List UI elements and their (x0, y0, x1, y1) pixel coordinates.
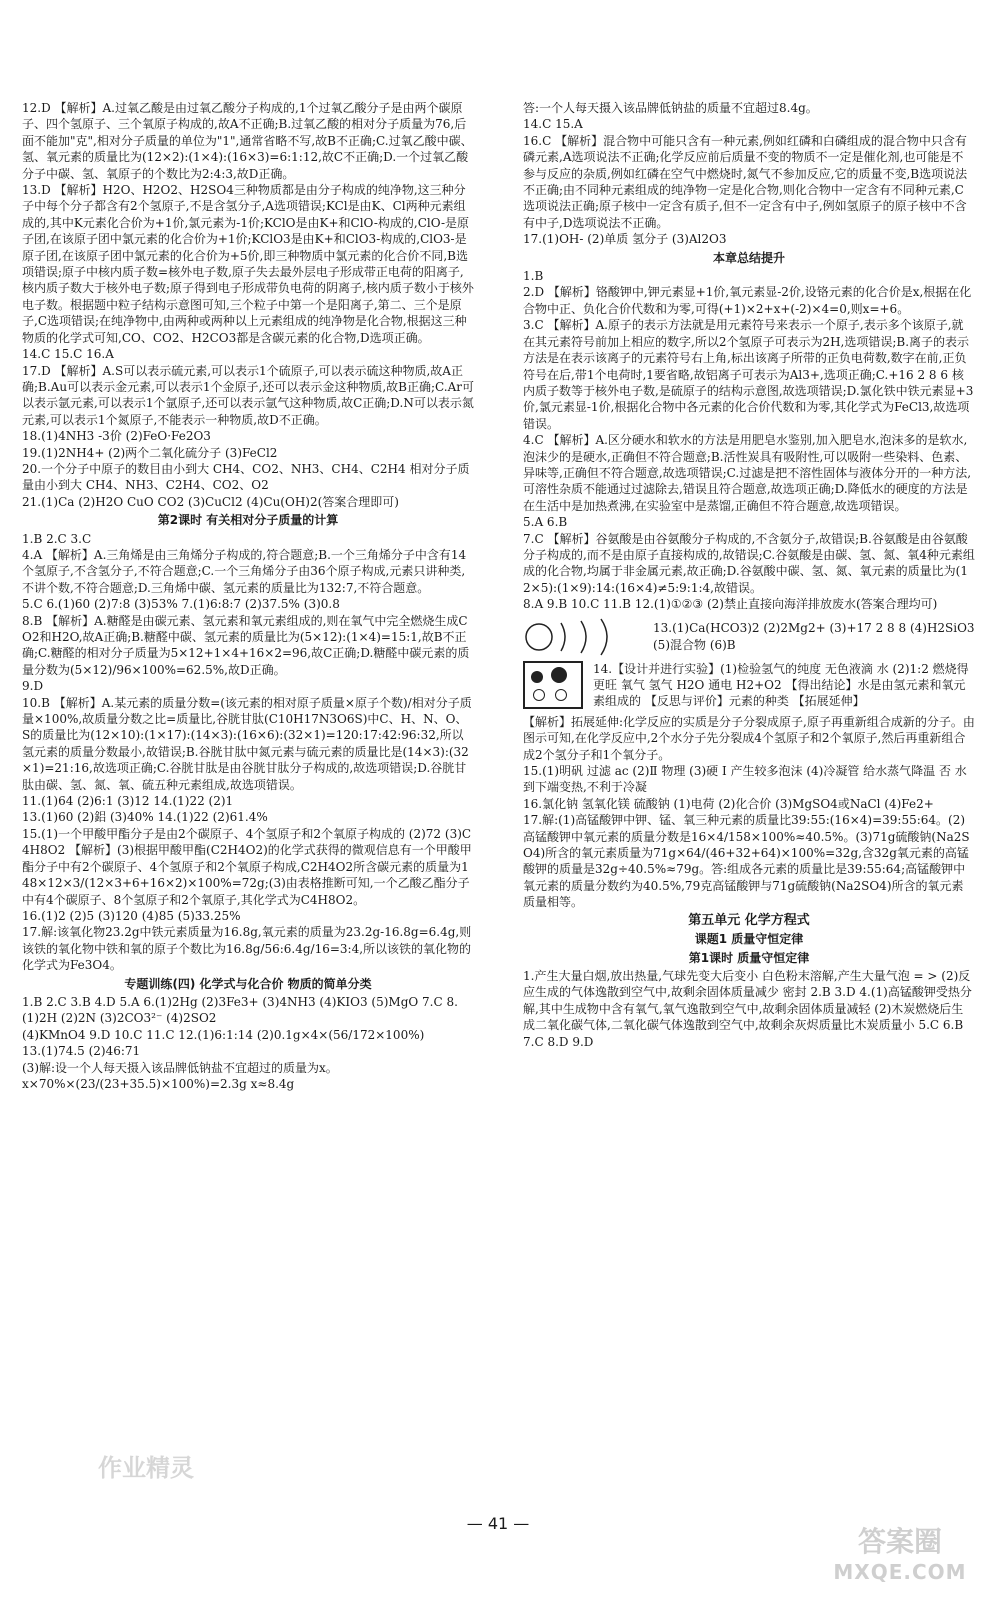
answer-item: 20.一个分子中原子的数目由小到大 CH4、CO2、NH3、CH4、C2H4 相对分子质量由小到大 CH4、NH3、C2H4、CO2、O2 (22, 461, 470, 493)
answer-item: 17.解:该氧化物23.2g中铁元素质量为16.8g,氧元素的质量为23.2g-16.8g=6.4g,则该铁的氧化物中铁和氧的原子个数比为16.8g/56:6.4g/16=3:4,所以该铁的氧化物的化学式为Fe3O4。 (22, 925, 472, 973)
answer-item: (3)解:设一个人每天摄入该品牌低钠盐不宜超过的质量为x。 (22, 1060, 338, 1075)
molecule-diagram-figure (523, 661, 975, 710)
answer-item: 1.产生大量白烟,放出热量,气球先变大后变小 白色粉末溶解,产生大量气泡 = > (2)反应生成的气体逸散到空气中,故剩余固体质量减少 密封 2.B 3.D 4.(1)高锰酸钾受热分解,其中生成物中含有氧气,氧气逸散到空气中,故剩余固体质量减轻 (2)木炭燃烧后生成二氧化碳气体,二氧化碳气体逸散到空气中,故剩余灰烬质量比木炭质量小 5.C 6.B 7.C 8.D 9.D (523, 968, 972, 1049)
answer-item: 1.B 2.C 3.B 4.D 5.A 6.(1)2Hg (2)3Fe3+ (3)4NH3 (4)KIO3 (5)MgO 7.C 8.(1)2H (2)2N (3)2CO3²⁻ (4)2SO2 (22, 994, 458, 1026)
left-column (22, 100, 474, 1092)
answer-item: 7.C 【解析】谷氨酸是由谷氨酸分子构成的,不含氨分子,故错误;B.谷氨酸是由谷氨酸分子构成的,而不是由原子直接构成的,故错误;C.谷氨酸是由碳、氢、氮、氧4种元素组成的化合物,均属于非金属元素,故正确;D.谷氨酸中碳、氢、氮、氧元素的质量比为(12×5):(1×9):14:(16×4)≠5:9:1:4,故错误。 (523, 531, 975, 595)
answer-item: 5.C 6.(1)60 (2)7:8 (3)53% 7.(1)6:8:7 (2)37.5% (3)0.8 (22, 597, 340, 612)
page-number: — 41 — (466, 1514, 530, 1533)
answer-item: 4.A 【解析】A.三角烯是由三角烯分子构成的,符合题意;B.一个三角烯分子中含有14个氢原子,不含氢分子,不符合题意;C.一个三角烯分子由36个原子构成,元素只讲种类,不讲个数,不符合题意;D.三角烯中碳、氢元素的质量比为132:7,不符合题意。 (22, 547, 467, 595)
answer-item: 19.(1)2NH4+ (2)两个二氧化硫分子 (3)FeCl2 (22, 445, 278, 460)
answer-item: 13.D 【解析】H2O、H2O2、H2SO4三种物质都是由分子构成的纯净物,这三种分子中每个分子都含有2个氢原子,不是含氢分子,A选项错误;KCl是由K、Cl两种元素组成的,其中K元素化合价为+1价,氯元素为-1价;KClO是由K+和ClO-构成的,ClO-是原子团,在该原子团中氯元素的化合价为+1价;KClO3是由K+和ClO3-构成的,ClO3-是原子团,在该原子团中氯元素的化合价为+5价,即三种物质中氯元素的化合价不同,B选项错误;原子中核内质子数=核外电子数,原子失去最外层电子形成带正电荷的阳离子,核内质子数大于核外电子数;原子得到电子形成带负电荷的阴离子,核内质子数小于核外电子数。根据题中粒子结构示意图可知,三个粒子中第一个是阳离子,第二、三个是原子,C选项错误;在纯净物中,由两种或两种以上元素组成的纯净物是化合物,根据这三种物质的化学式可知,CO、CO2、H2CO3都是含碳元素的化合物,D选项正确。 (22, 183, 474, 345)
answer-item: 8.B 【解析】A.糖醛是由碳元素、氢元素和氧元素组成的,则在氧气中完全燃烧生成CO2和H2O,故A正确;B.糖醛中碳、氢元素的质量比为(5×12):(1×4)=15:1,故B不正确;C.糖醛的相对分子质量为5×12+1×4+16×2=96,故C正确;D.糖醛中碳元素的质量分数为(5×12)/96×100%=62.5%,故D正确。 (22, 613, 470, 677)
answer-item: 13.(1)74.5 (2)46:71 (22, 1044, 141, 1059)
answer-item: 答:一个人每天摄入该品牌低钠盐的质量不宜超过8.4g。 (523, 101, 818, 115)
section-heading: 专题训练(四) 化学式与化合价 物质的简单分类 (124, 976, 372, 991)
answer-item: 14.【设计并进行实验】(1)检验氢气的纯度 无色液滴 水 (2)1:2 燃烧得更旺 氧气 氢气 H2O 通电 H2+O2 【得出结论】水是由氢元素和氧元素组成的 【反思与评价】元素的种类 【拓展延伸】 (593, 661, 969, 709)
answer-item: 18.(1)4NH3 -3价 (2)FeO·Fe2O3 (22, 429, 211, 444)
answer-item: (4)KMnO4 9.D 10.C 11.C 12.(1)6:1:14 (2)0.1g×4×(56/172×100%) (22, 1027, 425, 1042)
section-heading: 本章总结提升 (712, 250, 785, 265)
section-heading: 第2课时 有关相对分子质量的计算 (157, 513, 339, 528)
site-watermark-title: 答案圈 (857, 1525, 942, 1558)
watermark-logo: 作业精灵 (98, 1454, 194, 1482)
lesson-heading: 课题1 质量守恒定律 (694, 932, 804, 947)
answer-item: 【解析】拓展延伸:化学反应的实质是分子分裂成原子,原子再重新组合成新的分子。由图示可知,在化学反应中,2个水分子先分裂成4个氢原子和2个氧原子,然后再重新组合成2个氢分子和1个氧分子。 (523, 714, 975, 762)
molecule-diagram-icon (523, 661, 583, 709)
site-watermark-url: MXQE.COM (833, 1560, 967, 1584)
answer-item: 12.D 【解析】A.过氧乙酸是由过氧乙酸分子构成的,1个过氧乙酸分子是由两个碳原子、四个氢原子、三个氧原子构成的,故A不正确;B.过氧乙酸的相对分子质量为76,后面不能加"克",相对分子质量的单位为"1",通常省略不写,故B不正确;C.过氧乙酸中碳、氢、氧元素的质量比为(12×2):(1×4):(16×3)=6:1:12,故C不正确;D.一个过氧乙酸分子中碳、氢、氧原子的个数比为2:4:3,故D正确。 (22, 101, 473, 181)
unit-heading: 第五单元 化学方程式 (688, 912, 810, 928)
answer-item: 15.(1)一个甲酸甲酯分子是由2个碳原子、4个氢原子和2个氧原子构成的 (2)72 (3)C4H8O2 【解析】(3)根据甲酸甲酯(C2H4O2)的化学式获得的微观信息有一个甲酸甲酯分子中有2个碳原子、4个氢原子和2个氧原子构成,C2H4O2所含碳元素的质量为148×12×3/(12×3+6+16×2)×100%=72g;(3)由表格推断可知,一个乙酸乙酯分子中有4个碳原子、8个氢原子和2个氧原子,其化学式为C4H8O2。 (22, 826, 472, 907)
answer-item: 14.C 15.C 16.A (22, 347, 114, 362)
answer-item: 4.C 【解析】A.区分硬水和软水的方法是用肥皂水鉴别,加入肥皂水,泡沫多的是软水,泡沫少的是硬水,正确但不符合题意;B.活性炭具有吸附性,可以吸附一些染料、色素、异味等,正确但不符合题意,故选项错误;C.过滤是把不溶性固体与液体分开的一种方法,可溶性杂质不能通过过滤除去,错误且符合题意,故选项正确;D.降低水的硬度的方法是在生活中是加热煮沸,在实验室中是蒸馏,正确但不符合题意,故选项错误。 (523, 433, 972, 513)
answer-item: 15.(1)明矾 过滤 ac (2)Ⅱ 物理 (3)硬 Ⅰ 产生较多泡沫 (4)冷凝管 给水蒸气降温 否 水到下端变热,不利于冷凝 (523, 764, 967, 795)
answer-item: 17.(1)OH- (2)单质 氢分子 (3)Al2O3 (523, 232, 727, 247)
answer-item: 8.A 9.B 10.C 11.B 12.(1)①②③ (2)禁止直接向海洋排放废水(答案合理均可) (523, 597, 938, 612)
answer-item: 1.B 2.C 3.C (22, 531, 92, 546)
answer-item: 10.B 【解析】A.某元素的质量分数=(该元素的相对原子质量×原子个数)/相对分子质量×100%,故质量分数之比=质量比,谷胱甘肽(C10H17N3O6S)中C、H、N、O、S的质量比为(12×10):(1×17):(14×3):(16×6):(32×1)=120:17:42:96:32,所以氢元素的质量分数最小,故错误;B.谷胱甘肽中氮元素与硫元素的质量比是(14×3):(32×1)=21:16,故选项正确;C.谷胱甘肽是由谷胱甘肽分子构成的,故选项错误;D.谷胱甘肽由碳、氢、氮、氧、硫五种元素组成,故选项错误。 (22, 695, 472, 792)
answer-item: 3.C 【解析】A.原子的表示方法就是用元素符号来表示一个原子,表示多个该原子,就在其元素符号前加上相应的数字,所以2个氢原子可表示为2H,选项错误;B.离子的表示方法是在表示该离子的元素符号右上角,标出该离子所带的正负电荷数,数字在前,正负符号在后,带1个电荷时,1要省略,故铝离子可表示为Al3+,选项正确;C.+16 2 8 6 核内质子数等于核外电子数,是硫原子的结构示意图,故选项错误;D.氯化铁中铁元素显+3价,氯元素显-1价,根据化合物中各元素的化合价代数和为零,其化学式为FeCl3,故选项错误。 (523, 318, 974, 431)
answer-item: 21.(1)Ca (2)H2O CuO CO2 (3)CuCl2 (4)Cu(OH)2(答案合理即可) (22, 494, 399, 509)
answer-item: 16.C 【解析】混合物中可能只含有一种元素,例如红磷和白磷组成的混合物中只含有磷元素,A选项说法不正确;化学反应前后质量不变的物质不一定是催化剂,也可能是不参与反应的杂质,例如红磷在空气中燃烧时,氮气不参加反应,它的质量不变,B选项说法不正确;由不同种元素组成的纯净物一定是化合物,则化合物中一定含有不同种元素,C选项说法正确;原子核中一定含有质子,但不一定含有中子,例如氢原子的原子核中不含有中子,D选项说法不正确。 (523, 133, 968, 230)
answer-item: 13.(1)60 (2)鋁 (3)40% 14.(1)22 (2)61.4% (22, 810, 268, 825)
answer-item: 1.B (523, 269, 544, 284)
answer-item: 9.D (22, 679, 44, 694)
atom-structure-figure (523, 617, 975, 657)
answer-item: x×70%×(23/(23+35.5)×100%)=2.3g x≈8.4g (22, 1076, 295, 1091)
answer-item: 2.D 【解析】铬酸钾中,钾元素显+1价,氧元素显-2价,设铬元素的化合价是x,根据在化合物中正、负化合价代数和为零,可得(+1)×2+x+(-2)×4=0,则x=+6。 (523, 285, 972, 316)
answer-item: 17.解:(1)高锰酸钾中钾、锰、氧三种元素的质量比39:55:(16×4)=39:55:64。(2)高锰酸钾中氧元素的质量分数是16×4/158×100%≈40.5%。(3)71g硫酸钠(Na2SO4)所含的氧元素质量为71g×64/(46+32+64)×100%=32g,含32g氧元素的高锰酸钾的质量是32g÷40.5%≈79g。答:组成各元素的质量比是39:55:64;高锰酸钾中氧元素的质量分数约为40.5%,79克高锰酸钾与71g硫酸钠(Na2SO4)所含的氧元素质量相等。 (523, 813, 970, 910)
period-heading: 第1课时 质量守恒定律 (688, 950, 810, 965)
site-watermark (820, 1520, 980, 1584)
answer-item: 5.A 6.B (523, 515, 568, 530)
answer-item: 13.(1)Ca(HCO3)2 (2)2Mg2+ (3)+17 2 8 8 (4)H2SiO3 (5)混合物 (6)B (653, 621, 975, 652)
answer-item: 17.D 【解析】A.S可以表示硫元素,可以表示1个硫原子,可以表示硫这种物质,故A正确;B.Au可以表示金元素,可以表示1个金原子,还可以表示金这种物质,故B正确;C.Ar可以表示氩元素,可以表示1个氩原子,还可以表示氩气这种物质,故C正确;D.N可以表示氮元素,可以表示1个氮原子,不能表示一种物质,故D不正确。 (22, 363, 474, 427)
answer-item: 16.(1)2 (2)5 (3)120 (4)85 (5)33.25% (22, 908, 241, 923)
answer-item: 16.氯化钠 氢氧化镁 硫酸钠 (1)电荷 (2)化合价 (3)MgSO4或NaCl (4)Fe2+ (523, 796, 934, 811)
answer-item: 14.C 15.A (523, 117, 583, 132)
right-column (523, 100, 975, 1050)
answer-item: 11.(1)64 (2)6:1 (3)12 14.(1)22 (2)1 (22, 794, 234, 809)
atom-structure-icon (523, 617, 643, 657)
